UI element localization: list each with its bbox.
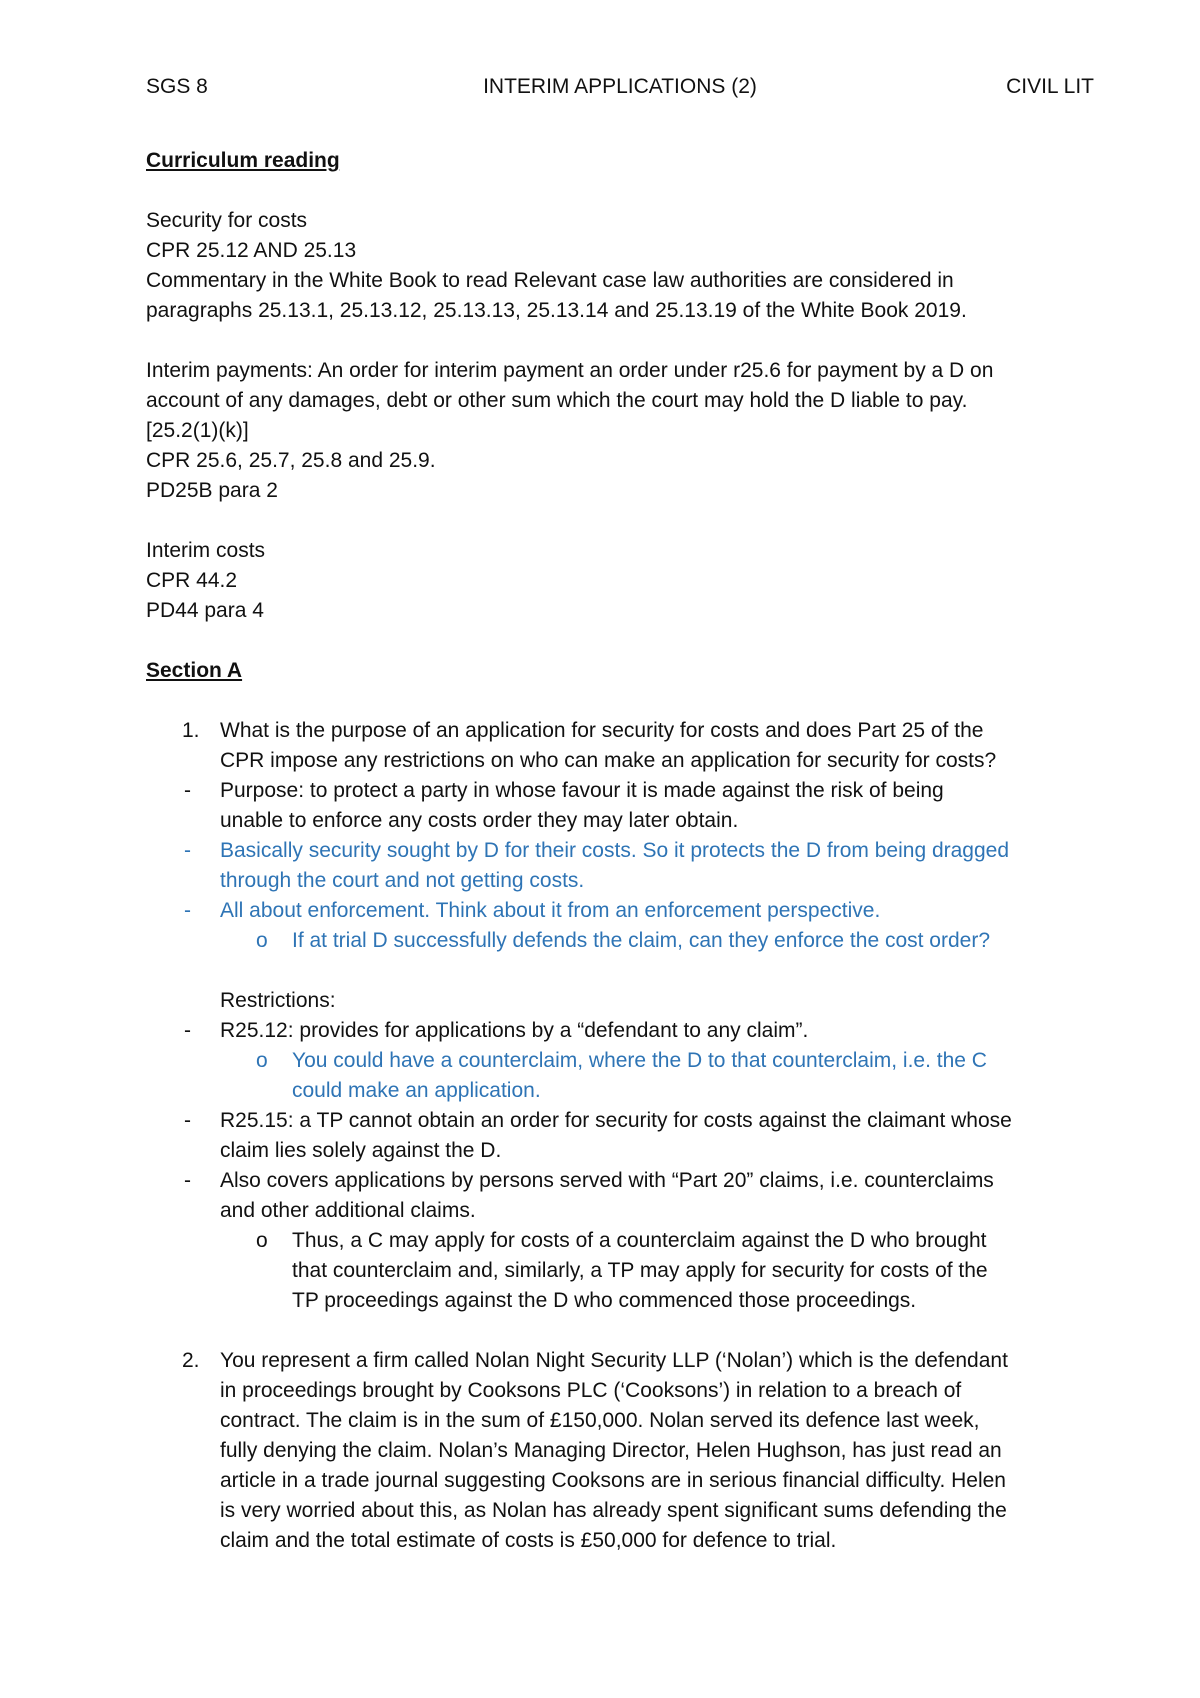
dash-bullet: - — [184, 1109, 191, 1132]
circle-bullet: o — [256, 1229, 268, 1252]
question-1-line: What is the purpose of an application for security for costs and does Part 25 of the — [220, 719, 984, 742]
answer-r2512 — [146, 1016, 1076, 1046]
interim-payments-pd: PD25B para 2 — [146, 479, 278, 502]
answer-r2515 — [146, 1106, 1076, 1166]
question-2-line: contract. The claim is in the sum of £150,000. Nolan served its defence last week, — [220, 1409, 980, 1432]
question-1 — [146, 716, 1076, 776]
dash-bullet: - — [184, 899, 191, 922]
answer-line: through the court and not getting costs. — [220, 869, 585, 892]
answer-enforcement-sub — [146, 926, 1076, 956]
security-commentary-line: Commentary in the White Book to read Relevant case law authorities are considered in — [146, 269, 954, 292]
answer-line: Basically security sought by D for their costs. So it protects the D from being dragged — [220, 839, 1010, 862]
dash-bullet: - — [184, 1019, 191, 1042]
answer-line: R25.15: a TP cannot obtain an order for security for costs against the claimant whose — [220, 1109, 1012, 1132]
answer-line: R25.12: provides for applications by a “defendant to any claim”. — [220, 1019, 809, 1042]
answer-line: If at trial D successfully defends the claim, can they enforce the cost order? — [292, 929, 991, 952]
answer-line: TP proceedings against the D who commenced those proceedings. — [292, 1289, 917, 1312]
section-a-heading: Section A — [146, 659, 243, 682]
dash-bullet: - — [184, 839, 191, 862]
answer-line: and other additional claims. — [220, 1199, 476, 1222]
question-2-line: fully denying the claim. Nolan’s Managing Director, Helen Hughson, has just read an — [220, 1439, 1002, 1462]
answer-purpose — [146, 776, 1076, 836]
answer-part20 — [146, 1166, 1076, 1226]
question-number: 1. — [182, 719, 200, 742]
question-number: 2. — [182, 1349, 200, 1372]
interim-payments-line: Interim payments: An order for interim payment an order under r25.6 for payment by a D on — [146, 359, 994, 382]
interim-payments-line: [25.2(1)(k)] — [146, 419, 249, 442]
page-header — [146, 72, 1094, 102]
header-right: CIVIL LIT — [1006, 75, 1094, 98]
question-2-line: claim and the total estimate of costs is £50,000 for defence to trial. — [220, 1529, 837, 1552]
circle-bullet: o — [256, 929, 268, 952]
answer-line: that counterclaim and, similarly, a TP may apply for security for costs of the — [292, 1259, 988, 1282]
answer-line: Also covers applications by persons served with “Part 20” claims, i.e. counterclaims — [220, 1169, 994, 1192]
answer-line: claim lies solely against the D. — [220, 1139, 502, 1162]
answer-line: Thus, a C may apply for costs of a counterclaim against the D who brought — [292, 1229, 987, 1252]
answer-enforcement — [146, 896, 1076, 926]
answer-line: could make an application. — [292, 1079, 541, 1102]
question-2-line: article in a trade journal suggesting Cooksons are in serious financial difficulty. Helen — [220, 1469, 1006, 1492]
security-commentary-line: paragraphs 25.13.1, 25.13.12, 25.13.13, 25.13.14 and 25.13.19 of the White Book 2019. — [146, 299, 967, 322]
header-left: SGS 8 — [146, 75, 208, 98]
interim-costs-pd: PD44 para 4 — [146, 599, 264, 622]
question-2-line: is very worried about this, as Nolan has already spent significant sums defending the — [220, 1499, 1007, 1522]
answer-line: All about enforcement. Think about it from an enforcement perspective. — [220, 899, 881, 922]
security-cpr: CPR 25.12 AND 25.13 — [146, 239, 357, 262]
security-title: Security for costs — [146, 209, 308, 232]
answer-line: You could have a counterclaim, where the D to that counterclaim, i.e. the C — [292, 1049, 987, 1072]
question-2 — [146, 1346, 1076, 1556]
answer-thus — [146, 1226, 1076, 1316]
dash-bullet: - — [184, 779, 191, 802]
circle-bullet: o — [256, 1049, 268, 1072]
curriculum-heading: Curriculum reading — [146, 149, 340, 172]
document-body — [146, 146, 1076, 1556]
restrictions-title: Restrictions: — [220, 989, 336, 1012]
header-title: INTERIM APPLICATIONS (2) — [483, 75, 757, 98]
interim-costs-cpr: CPR 44.2 — [146, 569, 238, 592]
dash-bullet: - — [184, 1169, 191, 1192]
answer-line: Purpose: to protect a party in whose favour it is made against the risk of being — [220, 779, 944, 802]
question-1-line: CPR impose any restrictions on who can make an application for security for costs? — [220, 749, 997, 772]
question-2-line: You represent a firm called Nolan Night Security LLP (‘Nolan’) which is the defendant — [220, 1349, 1008, 1372]
interim-payments-line: account of any damages, debt or other sum which the court may hold the D liable to pay. — [146, 389, 968, 412]
interim-payments-cpr: CPR 25.6, 25.7, 25.8 and 25.9. — [146, 449, 436, 472]
answer-basically — [146, 836, 1076, 896]
question-2-line: in proceedings brought by Cooksons PLC (‘Cooksons’) in relation to a breach of — [220, 1379, 962, 1402]
answer-counterclaim — [146, 1046, 1076, 1106]
interim-costs-title: Interim costs — [146, 539, 266, 562]
answer-line: unable to enforce any costs order they may later obtain. — [220, 809, 739, 832]
